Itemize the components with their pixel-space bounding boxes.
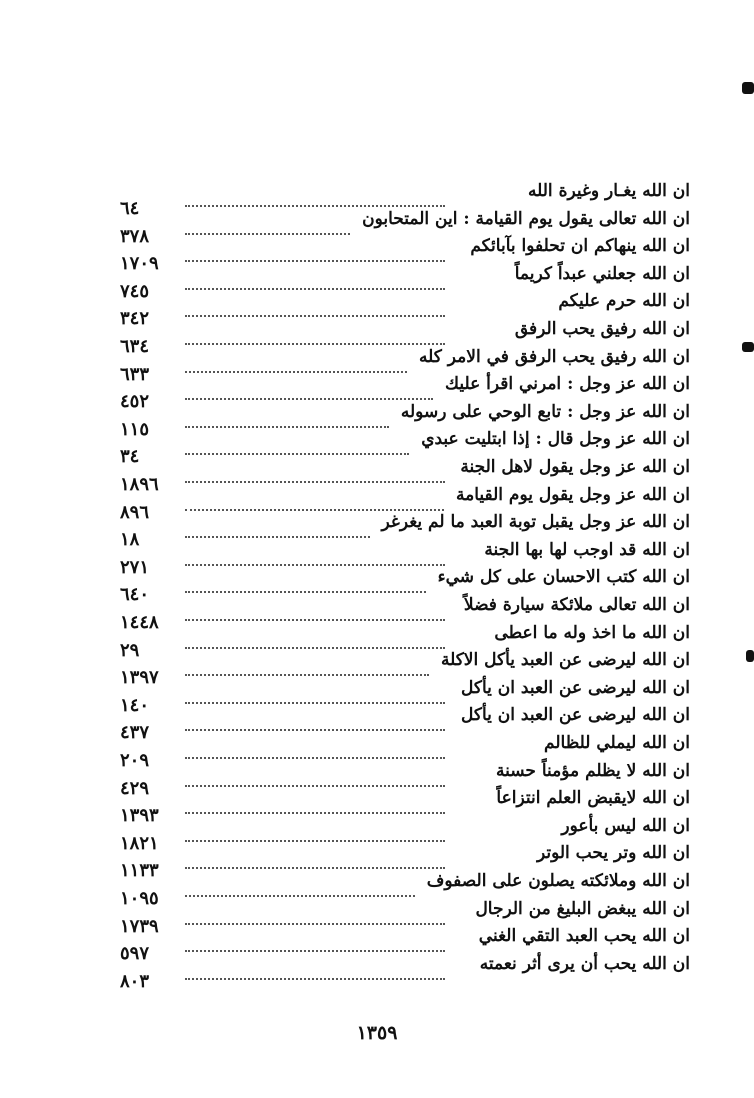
leader-dots — [185, 509, 444, 511]
entry-title: ان الله كتب الاحسان على كل شيء — [437, 567, 690, 588]
entry-page-number: ٦٤٠ — [120, 584, 150, 606]
entry-title: ان الله رفيق يحب الرفق — [514, 319, 690, 339]
entry-title: ان الله عز وجل يقبل توبة العبد ما لم يغرغر — [381, 512, 690, 533]
entry-title: ان الله ليس بأعور — [561, 815, 690, 836]
entry-page-number: ٣٧٨ — [120, 225, 150, 247]
entry-title: ان الله عز وجل يقول يوم القيامة — [455, 484, 690, 505]
entry-page-number: ٢٩ — [120, 639, 140, 661]
entry-title: ان الله حرم عليكم — [558, 291, 690, 312]
leader-dots — [185, 785, 445, 787]
entry-page-number: ١٧٠٩ — [120, 253, 159, 275]
entry-title: ان الله قد اوجب لها بها الجنة — [484, 539, 690, 560]
entry-title: ان الله ليرضى عن العبد ان يأكل — [461, 705, 690, 726]
entry-page-number: ١١٥ — [120, 418, 150, 440]
leader-dots — [185, 950, 445, 952]
leader-dots — [185, 233, 350, 235]
entry-title: ان الله لايقبض العلم انتزاعاً — [496, 788, 690, 809]
entry-title: ان الله تعالى يقول يوم القيامة : اين المتحابون — [362, 208, 690, 229]
entry-page-number: ١٧٣٩ — [120, 915, 159, 937]
leader-dots — [185, 812, 445, 814]
leader-dots — [185, 978, 445, 980]
entry-title: ان الله ينهاكم ان تحلفوا بآبائكم — [470, 236, 690, 257]
leader-dots — [185, 895, 415, 897]
entry-title: ان الله لا يظلم مؤمناً حسنة — [496, 760, 690, 781]
entry-page-number: ٥٩٧ — [120, 943, 150, 965]
entry-title: ان الله يبغض البليغ من الرجال — [475, 898, 690, 919]
leader-dots — [185, 840, 445, 842]
entry-page-number: ٦٣٣ — [120, 363, 150, 385]
entry-page-number: ١٤٠ — [120, 694, 150, 716]
entry-page-number: ١٨٢١ — [120, 832, 159, 854]
entry-page-number: ١٣٩٣ — [120, 805, 159, 827]
leader-dots — [185, 923, 445, 925]
leader-dots — [185, 536, 370, 538]
leader-dots — [185, 591, 426, 593]
index-entry — [120, 677, 690, 716]
entry-page-number: ٢٠٩ — [120, 750, 150, 771]
leader-dots — [185, 647, 445, 649]
leader-dots — [185, 564, 445, 566]
leader-dots — [185, 288, 445, 290]
entry-title: ان الله ليرضى عن العبد يأكل الاكلة — [440, 650, 690, 671]
entry-title: ان الله عز وجل : امرني اقرأ عليك — [445, 374, 690, 395]
leader-dots — [185, 453, 409, 455]
entry-title: ان الله يحب العبد التقي الغني — [478, 926, 690, 947]
entry-title: ان الله ما اخذ وله ما اعطى — [494, 622, 690, 643]
entry-page-number: ٦٣٤ — [120, 336, 150, 357]
scan-edge-mark — [746, 650, 754, 662]
entry-page-number: ٣٤ — [120, 446, 140, 468]
leader-dots — [185, 371, 407, 373]
entry-title: ان الله ليملي للظالم — [544, 733, 690, 753]
leader-dots — [185, 426, 389, 428]
entry-title: ان الله ليرضى عن العبد ان يأكل — [461, 677, 690, 698]
entry-page-number: ٤٥٢ — [120, 391, 150, 413]
entry-page-number: ١٠٩٥ — [120, 888, 159, 909]
entry-page-number: ٢٧١ — [120, 556, 150, 578]
scan-edge-mark — [742, 82, 754, 94]
index-entry — [120, 953, 690, 992]
entry-page-number: ١١٣٣ — [120, 860, 159, 882]
entry-page-number: ٨٩٦ — [120, 501, 150, 523]
entry-title: ان الله وملائكته يصلون على الصفوف — [426, 871, 690, 891]
leader-dots — [185, 729, 445, 731]
entry-page-number: ٧٤٥ — [120, 280, 150, 302]
entry-title: ان الله رفيق يحب الرفق في الامر كله — [419, 346, 690, 367]
entry-title: ان الله عز وجل يقول لاهل الجنة — [460, 457, 690, 477]
leader-dots — [185, 481, 445, 483]
entry-page-number: ٤٢٩ — [120, 777, 150, 799]
entry-title: ان الله يغـار وغيرة الله — [528, 181, 690, 201]
entry-title: ان الله وتر يحب الوتر — [536, 843, 690, 864]
entry-title: ان الله يحب أن يرى أثر نعمته — [479, 953, 690, 974]
entry-page-number: ١٨٩٦ — [120, 474, 159, 495]
entry-page-number: ١٤٤٨ — [120, 612, 159, 633]
scan-edge-mark — [742, 342, 754, 352]
entry-title: ان الله تعالى ملائكة سيارة فضلاً — [463, 595, 690, 615]
entry-page-number: ٤٣٧ — [120, 722, 150, 744]
leader-dots — [185, 315, 445, 317]
entry-page-number: ٨٠٣ — [120, 970, 150, 992]
entry-page-number: ١٨ — [120, 529, 140, 551]
leader-dots — [185, 702, 445, 704]
leader-dots — [185, 757, 445, 759]
leader-dots — [185, 867, 445, 869]
leader-dots — [185, 398, 433, 400]
entry-title: ان الله عز وجل قال : إذا ابتليت عبدي — [421, 429, 690, 450]
page-number: ١٣٥٩ — [356, 1022, 398, 1044]
entry-page-number: ٣٤٢ — [120, 308, 150, 330]
entry-page-number: ١٣٩٧ — [120, 667, 159, 689]
leader-dots — [185, 619, 445, 621]
leader-dots — [185, 674, 429, 676]
leader-dots — [185, 205, 445, 207]
entry-title: ان الله جعلني عبداً كريماً — [514, 263, 690, 284]
entry-page-number: ٦٤ — [120, 198, 140, 219]
leader-dots — [185, 260, 445, 262]
entry-title: ان الله عز وجل : تابع الوحي على رسوله — [400, 401, 690, 422]
leader-dots — [185, 343, 445, 345]
